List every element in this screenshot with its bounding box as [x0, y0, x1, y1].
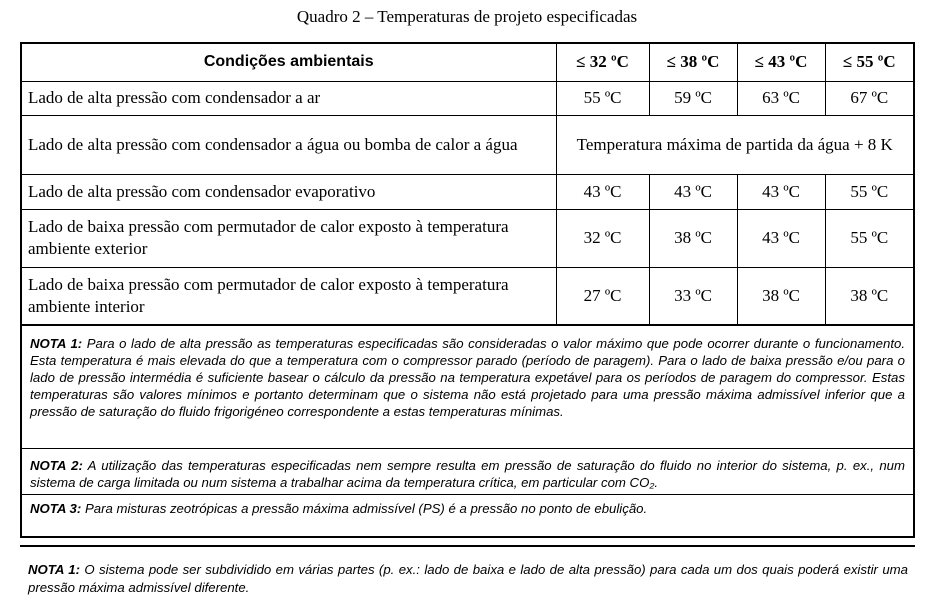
row-value: 59 ºC [649, 81, 737, 115]
row-value: 43 ºC [649, 174, 737, 209]
table-row [22, 209, 913, 267]
row-label: Lado de baixa pressão com permutador de calor exposto à temperatura ambiente exterior [22, 209, 556, 267]
row-value: 55 ºC [825, 209, 913, 267]
note-text: A utilização das temperaturas especificadas nem sempre resulta em pressão de saturação do fluido no interior do sistema, p. ex., num sistema de carga limitada ou num sistema a trabalhar acima da temperatura crítica, em particular com CO₂. [30, 458, 905, 490]
header-col-43: ≤ 43 ºC [737, 44, 825, 81]
row-merged-value: Temperatura máxima de partida da água + 8 K [556, 115, 913, 174]
header-col-55: ≤ 55 ºC [825, 44, 913, 81]
note-label: NOTA 3: [30, 501, 82, 516]
table-caption: Quadro 2 – Temperaturas de projeto especificadas [296, 7, 638, 26]
row-value: 43 ºC [556, 174, 649, 209]
row-value: 55 ºC [556, 81, 649, 115]
row-label: Lado de alta pressão com condensador a ar [22, 81, 556, 115]
header-ambient-conditions: Condições ambientais [22, 44, 556, 81]
header-col-32: ≤ 32 ºC [556, 44, 649, 81]
note-3 [22, 495, 913, 517]
table-row [22, 174, 913, 209]
note-label: NOTA 2: [30, 458, 83, 473]
table-notes [22, 324, 913, 517]
row-value: 38 ºC [737, 267, 825, 324]
row-value: 67 ºC [825, 81, 913, 115]
row-value: 27 ºC [556, 267, 649, 324]
table-row [22, 115, 913, 174]
design-temperatures-table [22, 44, 913, 325]
footnote [28, 561, 908, 597]
row-value: 33 ºC [649, 267, 737, 324]
row-value: 32 ºC [556, 209, 649, 267]
footnote-label: NOTA 1: [28, 562, 80, 577]
row-label: Lado de alta pressão com condensador a água ou bomba de calor a água [22, 115, 556, 174]
note-2 [22, 449, 913, 495]
row-label: Lado de baixa pressão com permutador de calor exposto à temperatura ambiente interior [22, 267, 556, 324]
row-value: 43 ºC [737, 174, 825, 209]
note-label: NOTA 1: [30, 336, 83, 351]
row-value: 43 ºC [737, 209, 825, 267]
table-header-row [22, 44, 913, 81]
table-row [22, 267, 913, 324]
row-value: 63 ºC [737, 81, 825, 115]
row-value: 55 ºC [825, 174, 913, 209]
footnote-text: O sistema pode ser subdividido em várias partes (p. ex.: lado de baixa e lado de alta pressão) para cada um dos quais poderá existir uma pressão máxima admissível diferente. [28, 562, 908, 595]
row-value: 38 ºC [649, 209, 737, 267]
header-col-38: ≤ 38 ºC [649, 44, 737, 81]
note-text: Para o lado de alta pressão as temperaturas especificadas são consideradas o valor máximo que pode ocorrer durante o funcionamento. Esta temperatura é mais elevada do que a temperatura com o compressor parado (período de paragem). Para o lado de baixa pressão e/ou para o lado de pressão intermédia é suficiente basear o cálculo da pressão na temperatura expetável para os períodos de paragem do compressor. Estas temperaturas são valores mínimos e portanto determinam que o sistema não está projetado para uma pressão máxima admissível inferior que a pressão de saturação do fluido frigorigéneo correspondente a estas temperaturas mínimas. [30, 336, 906, 419]
note-text: Para misturas zeotrópicas a pressão máxima admissível (PS) é a pressão no ponto de ebulição. [84, 501, 648, 516]
table-frame [20, 42, 915, 538]
row-value: 38 ºC [825, 267, 913, 324]
table-row [22, 81, 913, 115]
row-label: Lado de alta pressão com condensador evaporativo [22, 174, 556, 209]
separator-line [20, 545, 915, 547]
note-1 [22, 326, 913, 449]
